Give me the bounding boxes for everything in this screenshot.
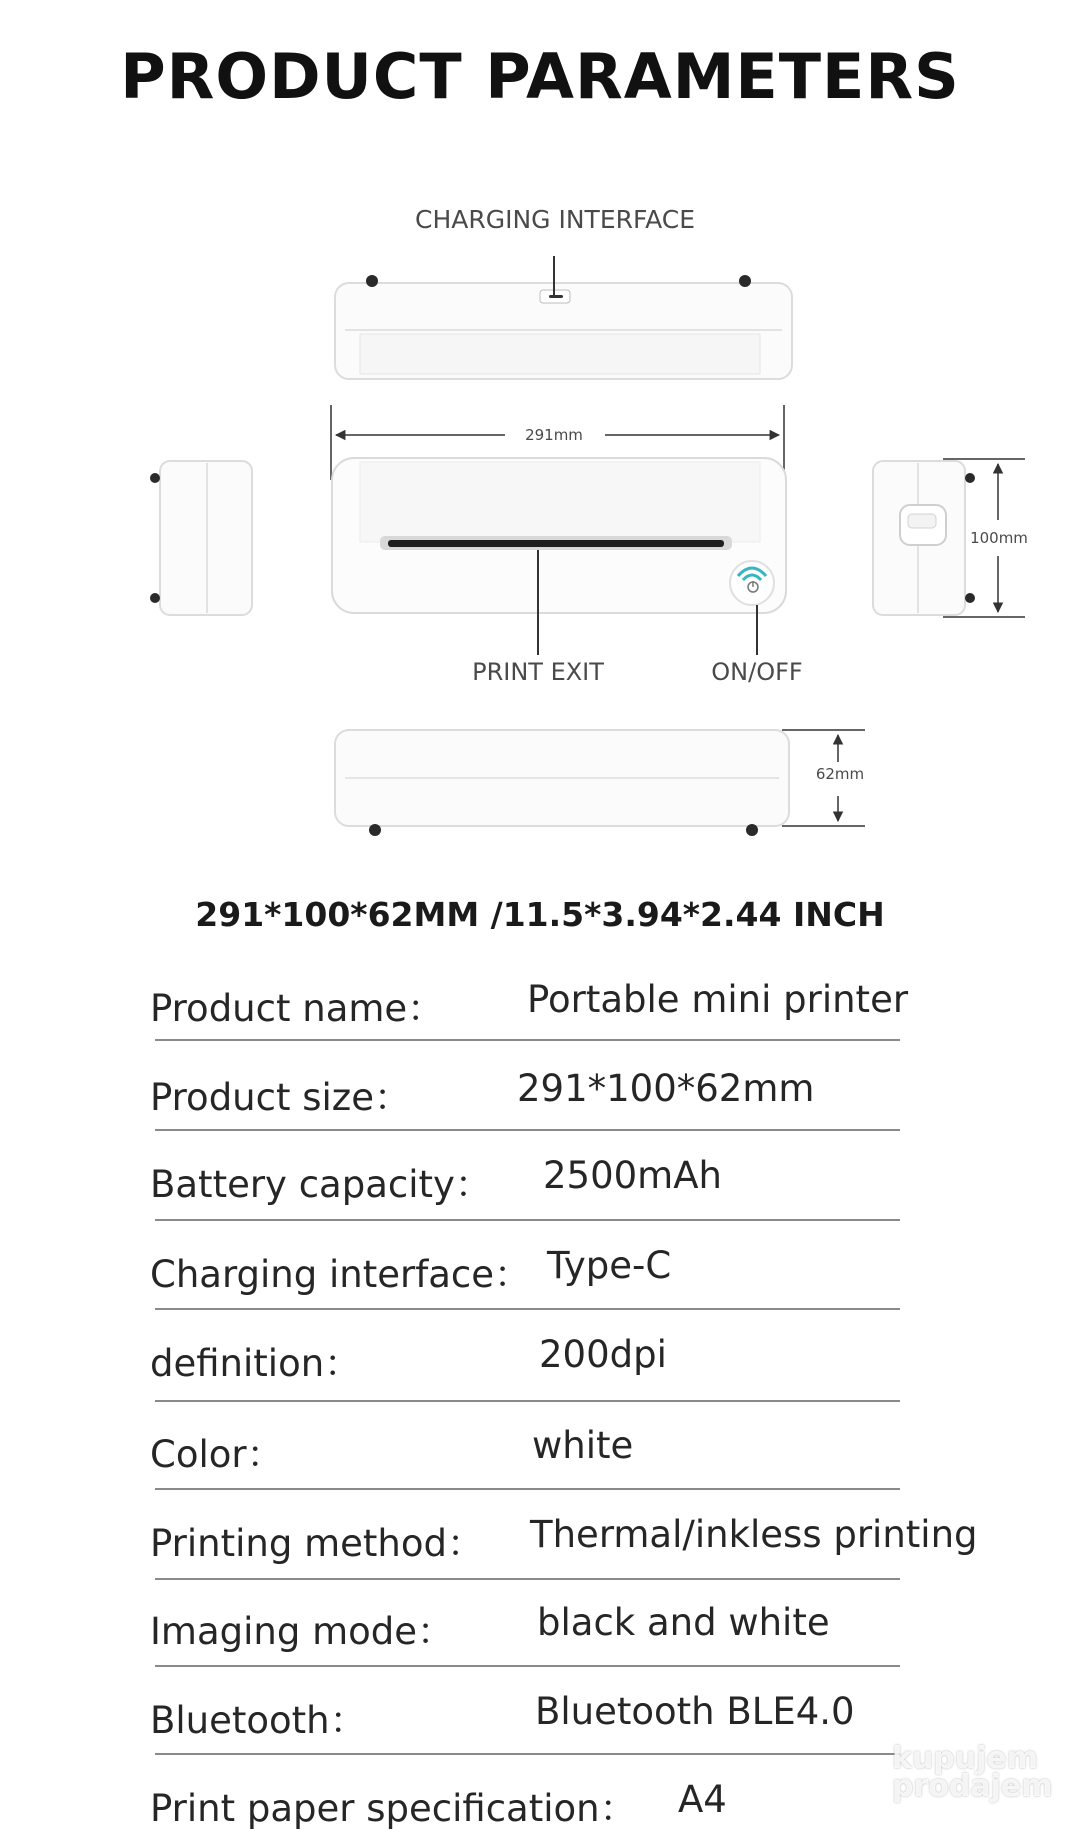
spec-value: 291*100*62mm bbox=[517, 1067, 815, 1110]
watermark-line-2: prodajem bbox=[892, 1769, 1053, 1804]
spec-label: Color： bbox=[150, 1433, 284, 1476]
spec-value: A4 bbox=[678, 1778, 727, 1821]
printer-diagram bbox=[0, 0, 1080, 870]
width-dimension-label: 291mm bbox=[525, 426, 583, 444]
printer-left-view bbox=[150, 461, 252, 615]
printer-front-view bbox=[332, 458, 786, 655]
spec-label: Print paper specification： bbox=[150, 1787, 637, 1830]
spec-divider bbox=[155, 1129, 900, 1131]
spec-value: black and white bbox=[537, 1601, 830, 1644]
spec-label: definition： bbox=[150, 1342, 362, 1385]
spec-value: white bbox=[532, 1424, 634, 1467]
spec-label: Imaging mode： bbox=[150, 1610, 455, 1653]
page-title: PRODUCT PARAMETERS bbox=[120, 40, 960, 113]
print-exit-callout: PRINT EXIT bbox=[472, 658, 604, 686]
spec-divider bbox=[155, 1488, 900, 1490]
on-off-callout: ON/OFF bbox=[711, 658, 803, 686]
printer-bottom-view bbox=[335, 730, 789, 836]
spec-label: Battery capacity： bbox=[150, 1163, 492, 1206]
spec-value: 200dpi bbox=[539, 1333, 667, 1376]
depth-dimension-label: 62mm bbox=[815, 765, 865, 783]
spec-label: Product size： bbox=[150, 1076, 411, 1119]
spec-value: Type-C bbox=[547, 1244, 672, 1287]
spec-divider bbox=[155, 1219, 900, 1221]
spec-label: Bluetooth： bbox=[150, 1699, 367, 1742]
spec-label: Printing method： bbox=[150, 1522, 484, 1565]
height-dimension-label: 100mm bbox=[970, 529, 1028, 547]
spec-value: Bluetooth BLE4.0 bbox=[535, 1690, 855, 1733]
spec-label: Product name： bbox=[150, 987, 445, 1030]
charging-interface-callout: CHARGING INTERFACE bbox=[414, 205, 696, 234]
printer-top-view bbox=[335, 256, 792, 379]
spec-divider bbox=[155, 1400, 900, 1402]
printer-right-view bbox=[873, 461, 975, 615]
spec-value: 2500mAh bbox=[543, 1154, 722, 1197]
spec-divider bbox=[155, 1753, 900, 1755]
spec-divider bbox=[155, 1578, 900, 1580]
watermark-line-1: kupujem bbox=[892, 1741, 1039, 1776]
spec-value: Portable mini printer bbox=[527, 978, 909, 1021]
spec-divider bbox=[155, 1308, 900, 1310]
dimensions-heading: 291*100*62MM /11.5*3.94*2.44 INCH bbox=[195, 895, 885, 934]
spec-value: Thermal/inkless printing bbox=[530, 1513, 978, 1556]
spec-divider bbox=[155, 1665, 900, 1667]
spec-divider bbox=[155, 1039, 900, 1041]
watermark bbox=[892, 1741, 1062, 1804]
spec-label: Charging interface： bbox=[150, 1253, 532, 1296]
